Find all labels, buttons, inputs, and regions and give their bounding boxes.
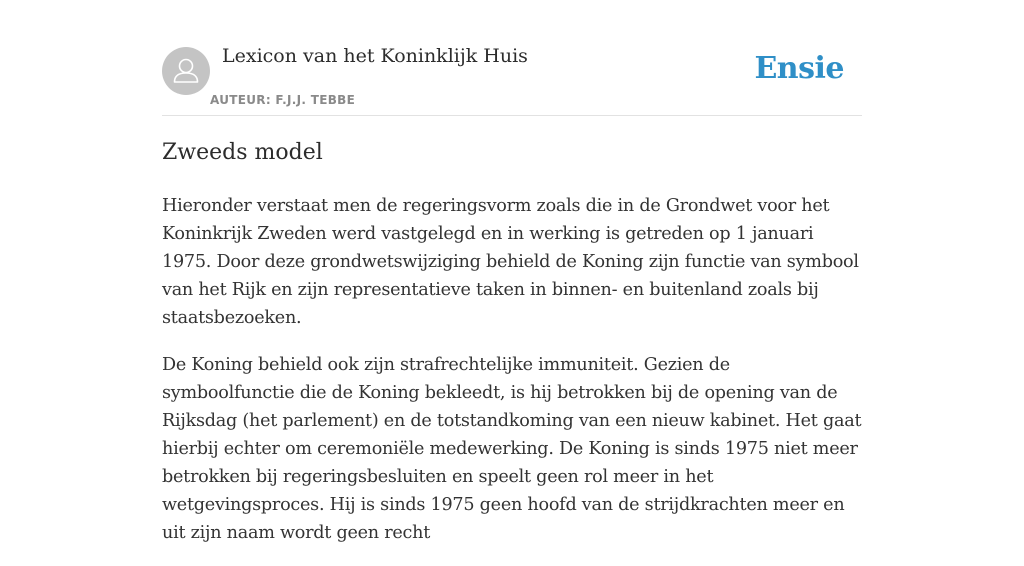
article-title: Zweeds model — [162, 140, 323, 165]
page-container — [162, 0, 862, 543]
article-paragraph: De Koning behield ook zijn strafrechtelijke immuniteit. Gezien de symboolfunctie die de Koning bekleedt, is hij betrokken bij de opening van de Rijksdag (het parlement) en de totstandkoming van een nieuw kabinet. Het gaat hierbij echter om ceremoniële medewerking. De Koning is sinds 1975 niet meer betrokken bij regeringsbesluiten en speelt geen rol meer in het wetgevingsproces. Hij is sinds 1975 geen hoofd van de strijdkrachten meer en uit zijn naam wordt geen recht — [162, 355, 862, 543]
article-body — [162, 192, 862, 566]
page-header — [162, 0, 862, 116]
brand-logo[interactable]: Ensie — [754, 51, 844, 86]
source-title[interactable]: Lexicon van het Koninklijk Huis — [222, 45, 528, 67]
author-line[interactable]: AUTEUR: F.J.J. TEBBE — [210, 93, 356, 107]
author-avatar[interactable] — [162, 47, 210, 95]
article-paragraph: Hieronder verstaat men de regeringsvorm zoals die in de Grondwet voor het Koninkrijk Zweden werd vastgelegd en in werking is getreden op 1 januari 1975. Door deze grondwetswijziging behield de Koning zijn functie van symbool van het Rijk en zijn representatieve taken in binnen- en buitenland zoals bij staatsbezoeken. — [162, 196, 859, 328]
user-icon — [162, 47, 210, 95]
